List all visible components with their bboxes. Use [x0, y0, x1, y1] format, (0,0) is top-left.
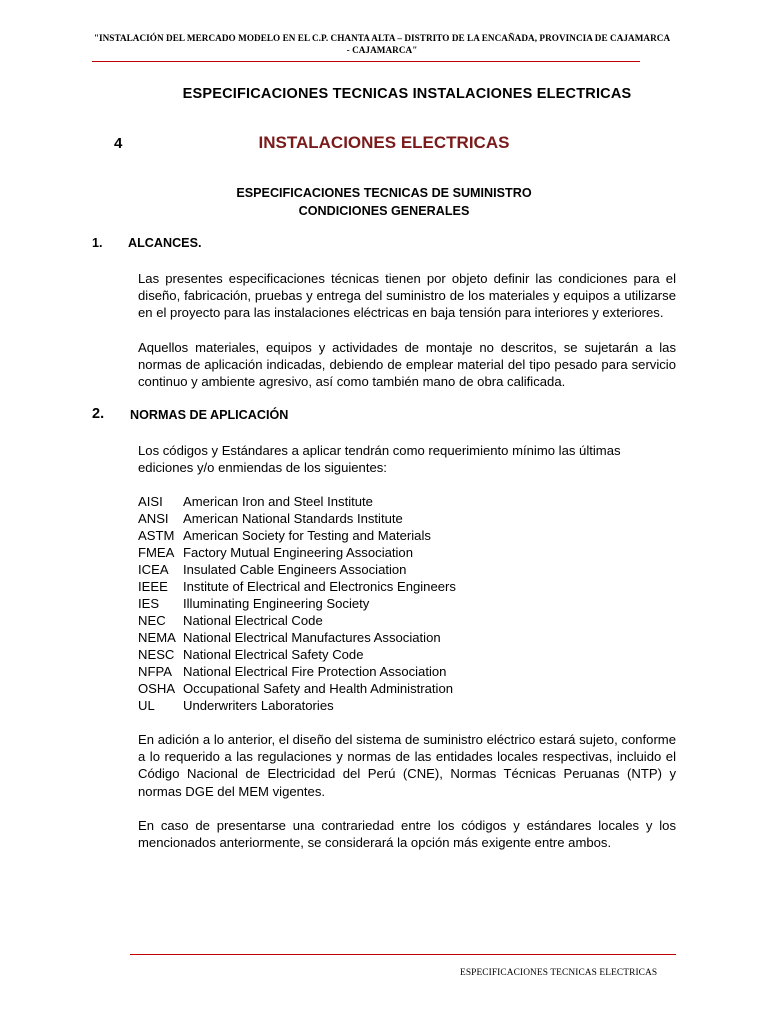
standard-abbr: UL: [138, 698, 155, 713]
standard-row: [138, 629, 678, 646]
standard-name: Factory Mutual Engineering Association: [183, 545, 413, 560]
standard-name: Institute of Electrical and Electronics Engineers: [183, 579, 456, 594]
standard-abbr: OSHA: [138, 681, 176, 696]
standard-row: [138, 544, 678, 561]
standard-row: [138, 510, 678, 527]
standard-row: [138, 595, 678, 612]
page-header: "INSTALACIÓN DEL MERCADO MODELO EN EL C.P. CHANTA ALTA – DISTRITO DE LA ENCAÑADA, PROVINCIA DE CAJAMARCA - CAJAMARCA": [93, 33, 671, 55]
normas-number: 2.: [92, 406, 105, 422]
alcances-paragraph-1: Las presentes especificaciones técnicas tienen por objeto definir las condiciones para el diseño, fabricación, pruebas y entrega del suministro de los materiales y equipos a utilizarse en el proyecto para las instalaciones eléctricas en baja tensión para interiores y exteriores.: [138, 271, 676, 321]
alcances-paragraph-2: Aquellos materiales, equipos y actividades de montaje no descritos, se sujetarán a las normas de aplicación indicadas, debiendo de emplear material del tipo pesado para servicio continuo y ambiente agresivo, así como también mano de obra calificada.: [138, 340, 676, 390]
standard-abbr: ICEA: [138, 562, 169, 577]
standard-abbr: IEEE: [138, 579, 168, 594]
section-title: INSTALACIONES ELECTRICAS: [258, 133, 510, 152]
standard-abbr: IES: [138, 596, 160, 611]
standard-name: Insulated Cable Engineers Association: [183, 562, 407, 577]
section-subtitle-2: CONDICIONES GENERALES: [298, 204, 470, 218]
standard-row: [138, 646, 678, 663]
standard-row: [138, 527, 678, 544]
standard-abbr: NESC: [138, 647, 175, 662]
standard-row: [138, 697, 678, 714]
standard-abbr: NFPA: [138, 664, 172, 679]
standard-name: Underwriters Laboratories: [183, 698, 334, 713]
standard-name: National Electrical Code: [183, 613, 323, 628]
standard-row: [138, 680, 678, 697]
header-divider: [92, 61, 640, 62]
alcances-number: 1.: [92, 236, 103, 250]
standards-list: [138, 493, 678, 714]
normas-heading: NORMAS DE APLICACIÓN: [130, 408, 289, 422]
standard-row: [138, 612, 678, 629]
page-footer: ESPECIFICACIONES TECNICAS ELECTRICAS: [460, 968, 658, 978]
standard-name: Illuminating Engineering Society: [183, 596, 370, 611]
standard-name: American Iron and Steel Institute: [183, 494, 373, 509]
standard-row: [138, 561, 678, 578]
standard-name: American National Standards Institute: [183, 511, 403, 526]
standard-row: [138, 663, 678, 680]
normas-intro: Los códigos y Estándares a aplicar tendrán como requerimiento mínimo las últimas ediciones y/o enmiendas de los siguientes:: [138, 443, 621, 476]
standard-abbr: NEC: [138, 613, 166, 628]
alcances-heading: ALCANCES.: [128, 236, 202, 250]
standard-row: [138, 493, 678, 510]
document-title: ESPECIFICACIONES TECNICAS INSTALACIONES ELECTRICAS: [182, 86, 632, 102]
standard-abbr: NEMA: [138, 630, 176, 645]
standard-abbr: AISI: [138, 494, 163, 509]
standard-name: National Electrical Safety Code: [183, 647, 364, 662]
normas-conflict-paragraph: En caso de presentarse una contrariedad entre los códigos y estándares locales y los mencionados anteriormente, se considerará la opción más exigente entre ambos.: [138, 818, 676, 851]
standard-abbr: FMEA: [138, 545, 175, 560]
section-number: 4: [114, 135, 123, 152]
footer-divider: [130, 954, 676, 955]
standard-abbr: ANSI: [138, 511, 169, 526]
standard-name: Occupational Safety and Health Administration: [183, 681, 454, 696]
normas-addition-paragraph: En adición a lo anterior, el diseño del sistema de suministro eléctrico estará sujeto, conforme a lo requerido a las regulaciones y normas de las entidades locales respectivas, incluido el Código Nacional de Electricidad del Perú (CNE), Normas Técnicas Peruanas (NTP) y normas DGE del MEM vigentes.: [138, 732, 676, 799]
standard-name: American Society for Testing and Materials: [183, 528, 431, 543]
standard-name: National Electrical Fire Protection Association: [183, 664, 447, 679]
standard-abbr: ASTM: [138, 528, 175, 543]
standard-name: National Electrical Manufactures Association: [183, 630, 441, 645]
section-subtitle-1: ESPECIFICACIONES TECNICAS DE SUMINISTRO: [236, 186, 532, 200]
standard-row: [138, 578, 678, 595]
